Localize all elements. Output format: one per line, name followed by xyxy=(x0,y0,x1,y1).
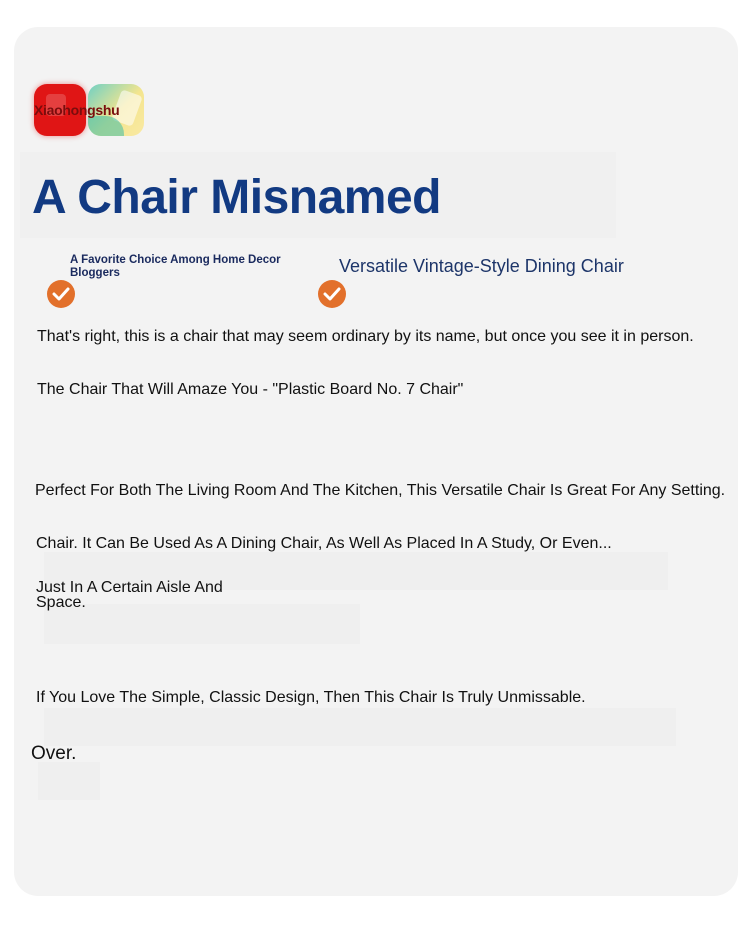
text-band xyxy=(44,604,360,644)
text-band xyxy=(38,762,100,800)
text-band xyxy=(44,708,676,746)
intro-text: That's right, this is a chair that may seem ordinary by its name, but once you see it in person. xyxy=(37,328,694,345)
amaze-text: The Chair That Will Amaze You - "Plastic Board No. 7 Chair" xyxy=(37,381,464,398)
badge-vintage-label: Versatile Vintage-Style Dining Chair xyxy=(339,256,624,276)
aisle-text-continued: Space. xyxy=(36,594,86,611)
aisle-text: Just In A Certain Aisle And xyxy=(36,579,223,596)
page-title: A Chair Misnamed xyxy=(32,171,441,224)
perfect-text: Perfect For Both The Living Room And The Kitchen, This Versatile Chair Is Great For Any Setting. xyxy=(35,482,726,499)
closing-text: Over. xyxy=(31,743,77,764)
brand-text: Xiaohongshu xyxy=(34,102,120,118)
check-circle-icon xyxy=(47,280,75,308)
check-circle-icon xyxy=(318,280,346,308)
brand-logos xyxy=(34,84,154,140)
classic-text: If You Love The Simple, Classic Design, Then This Chair Is Truly Unmissable. xyxy=(36,689,586,706)
badge-bloggers-label: A Favorite Choice Among Home Decor Bloggers xyxy=(70,254,281,279)
uses-text: Chair. It Can Be Used As A Dining Chair, As Well As Placed In A Study, Or Even... xyxy=(36,535,612,552)
